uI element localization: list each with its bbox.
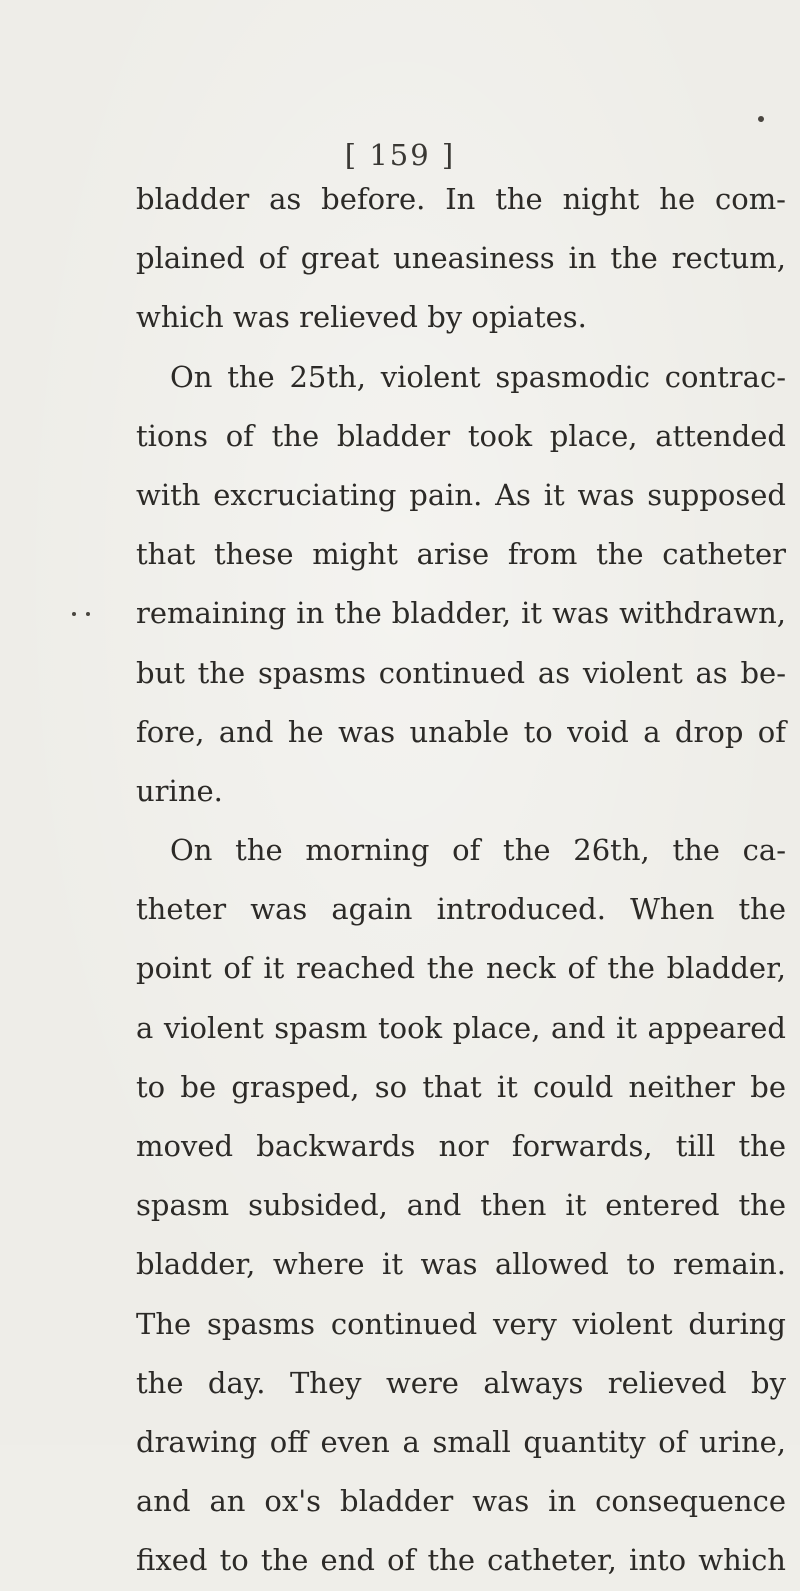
text-line: moved backwards nor forwards, till the	[136, 1129, 786, 1163]
text-line: The spasms continued very violent during	[136, 1306, 786, 1341]
text-line: urine.	[136, 773, 223, 808]
body-text	[136, 170, 786, 1591]
text-line: the day. They were always relieved by	[136, 1365, 786, 1400]
text-line: plained of great uneasiness in the rectum,	[136, 241, 786, 276]
paragraph-start-line: On the 25th, violent spasmodic contrac-	[170, 359, 786, 394]
text-line: that these might arise from the catheter	[136, 537, 786, 572]
ink-speck	[758, 116, 764, 122]
text-line: but the spasms continued as violent as be-	[136, 655, 786, 690]
page-number: [ 159 ]	[344, 138, 456, 172]
text-line: fixed to the end of the catheter, into which	[136, 1543, 786, 1578]
text-line: drawing off even a small quantity of urine,	[136, 1424, 786, 1459]
text-line: point of it reached the neck of the bladder,	[136, 951, 786, 986]
text-line: with excruciating pain. As it was supposed	[136, 477, 786, 512]
text-line: remaining in the bladder, it was withdrawn,	[136, 596, 786, 631]
paragraph-start-line: On the morning of the 26th, the ca-	[170, 833, 786, 868]
text-line: which was relieved by opiates.	[136, 300, 587, 335]
ink-speck	[72, 612, 76, 616]
text-line: fore, and he was unable to void a drop of	[136, 714, 786, 749]
text-line: and an ox's bladder was in consequence	[136, 1484, 786, 1519]
text-line: tions of the bladder took place, attended	[136, 418, 786, 453]
text-line: bladder, where it was allowed to remain.	[136, 1247, 786, 1282]
text-line: bladder as before. In the night he com-	[136, 182, 786, 216]
text-line: theter was again introduced. When the	[136, 892, 786, 927]
text-line: to be grasped, so that it could neither be	[136, 1069, 786, 1104]
text-line: spasm subsided, and then it entered the	[136, 1188, 786, 1223]
ink-speck	[86, 612, 90, 616]
text-line: a violent spasm took place, and it appeared	[136, 1010, 786, 1045]
